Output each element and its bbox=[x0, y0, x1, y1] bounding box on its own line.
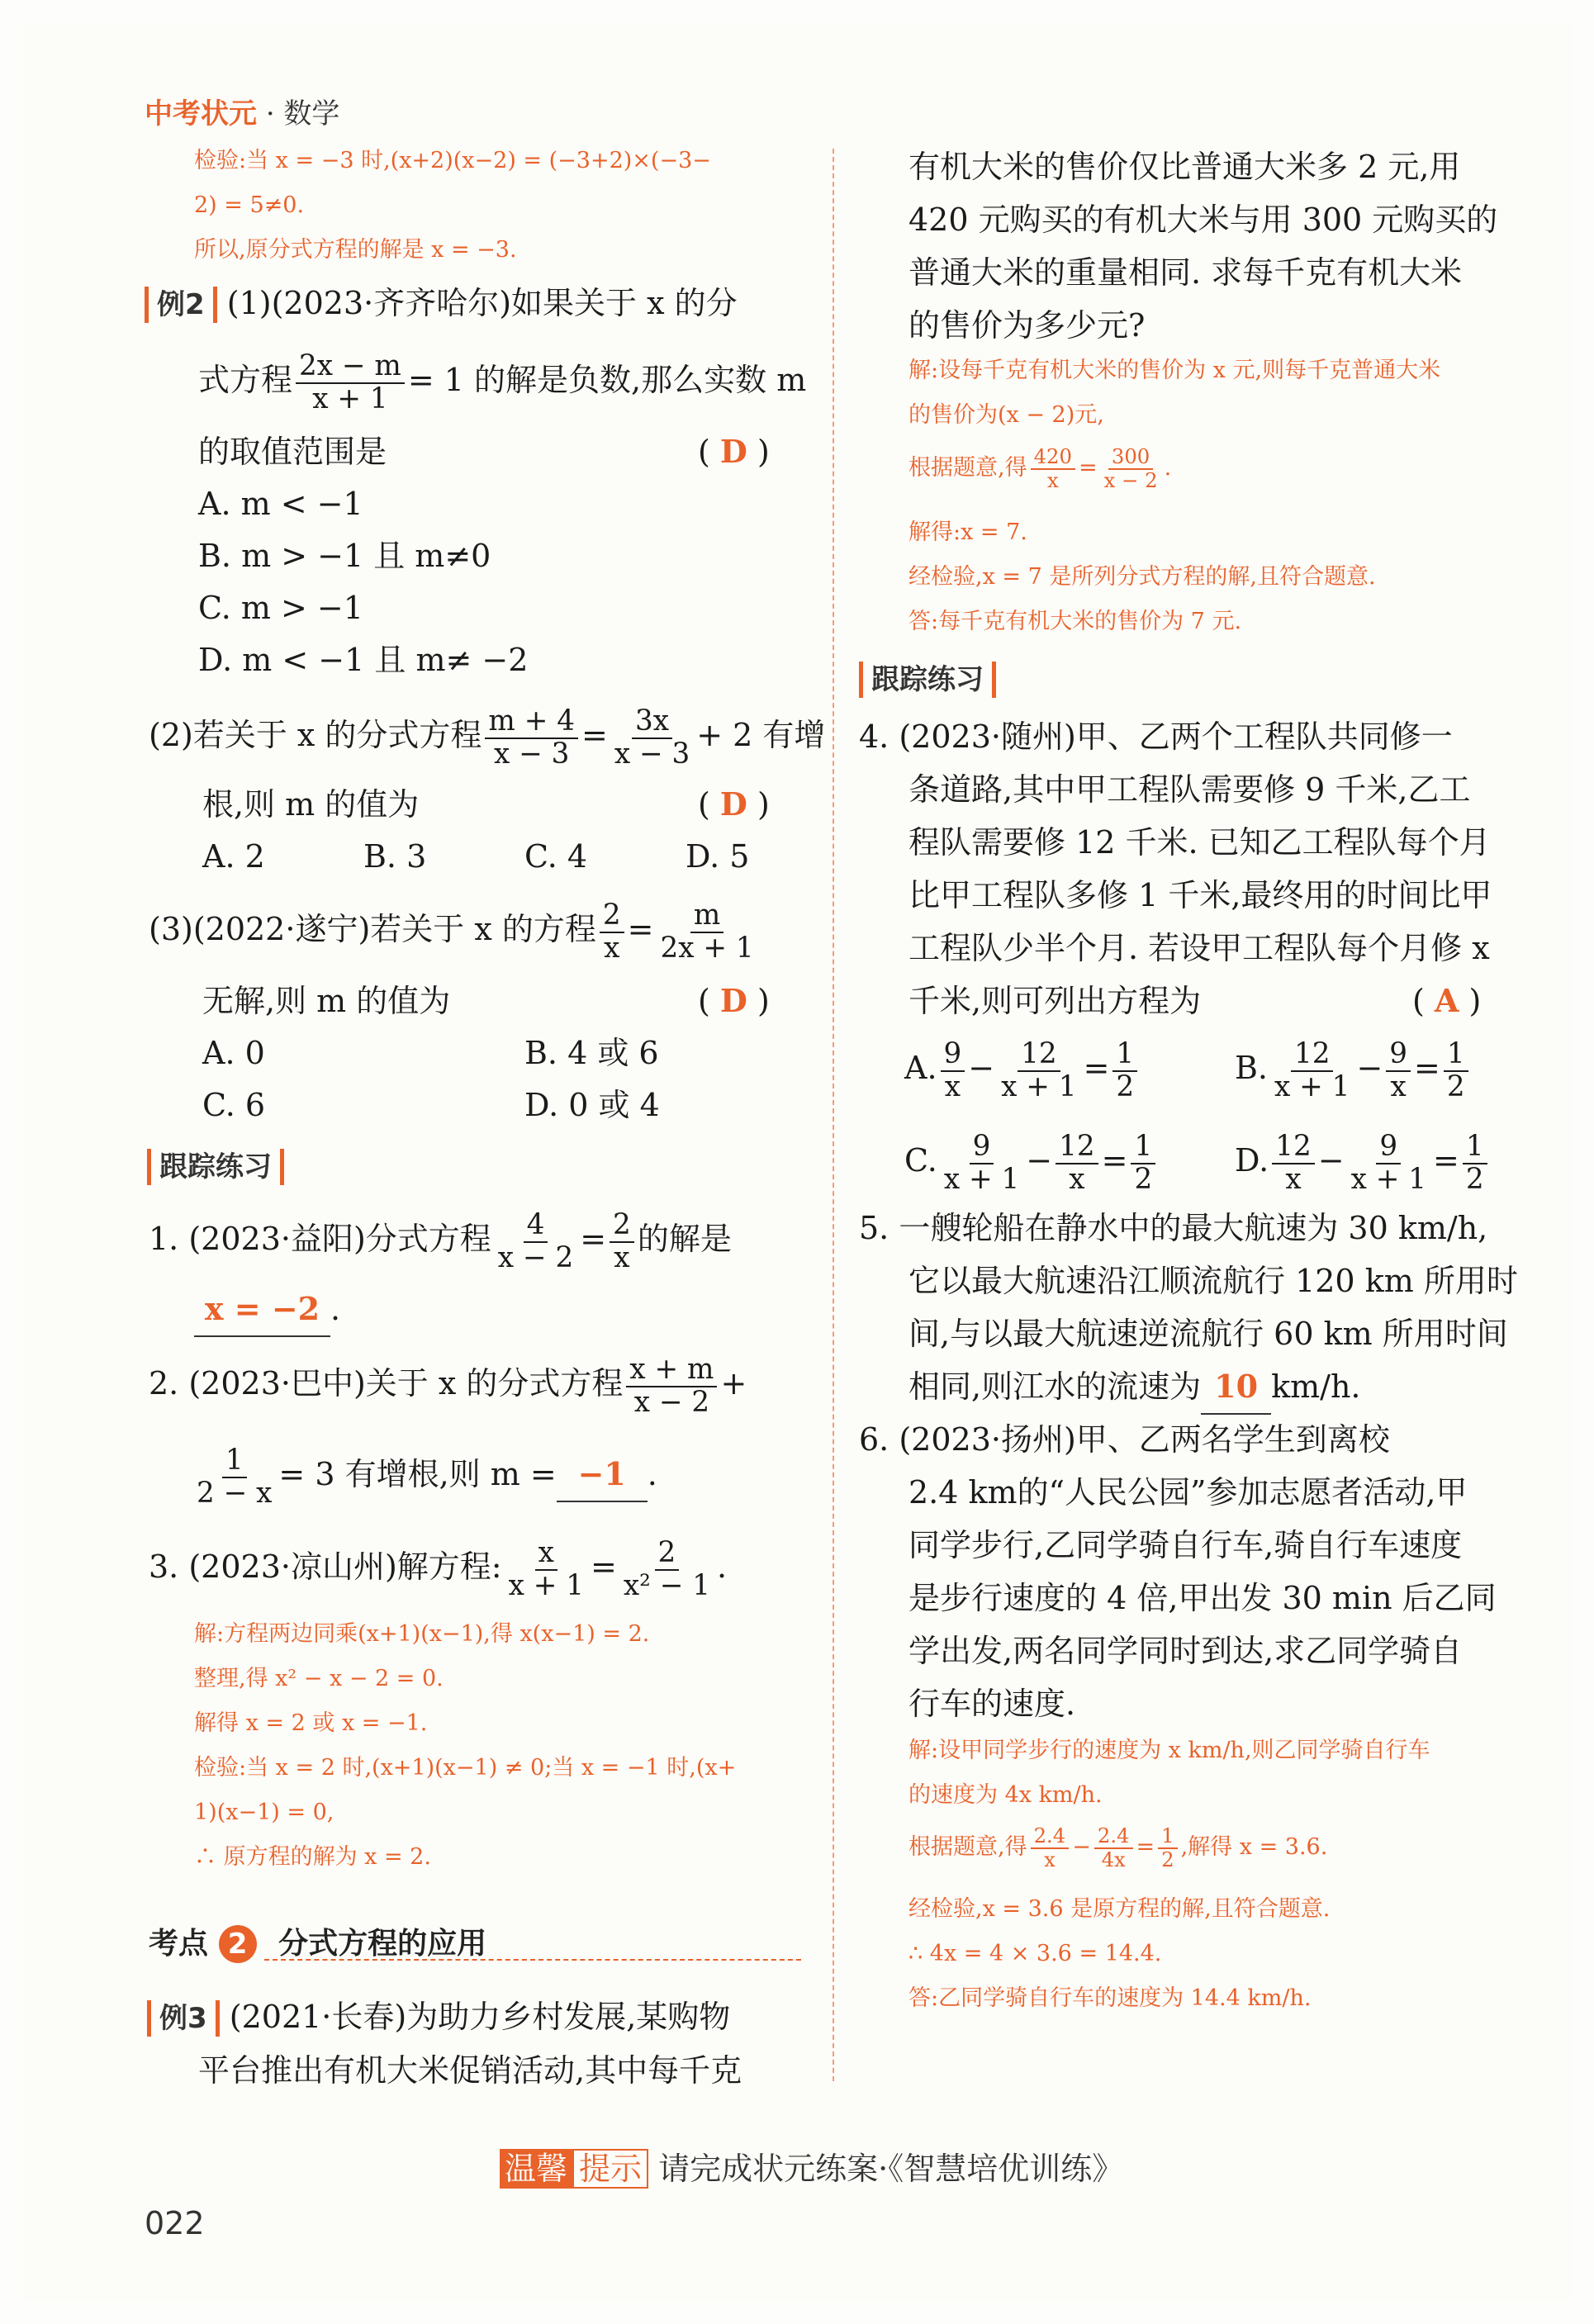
part-3-text-a: (3)(2022·遂宁)若关于 x 的方程 bbox=[149, 911, 596, 948]
period: . bbox=[647, 1456, 657, 1493]
denominator: x − 2 bbox=[497, 1240, 574, 1274]
exercise-3-text: 3. (2023·凉山州)解方程: bbox=[149, 1549, 502, 1586]
example-3-line-4: 420 元购买的有机大米与用 300 元购买的 bbox=[908, 202, 1498, 238]
exercise-6-solution-5: ∴ 4x = 4 × 3.6 = 14.4. bbox=[908, 1941, 1162, 1966]
denominator: x + 1 bbox=[943, 1162, 1020, 1196]
equals-sign: = bbox=[1414, 1050, 1440, 1087]
exercise-5-unit: km/h. bbox=[1271, 1368, 1361, 1405]
solution-text: 根据题意,得 bbox=[908, 1834, 1027, 1861]
fraction bbox=[505, 1538, 587, 1601]
exercise-3-solution-2: 整理,得 x² − x − 2 = 0. bbox=[194, 1666, 444, 1691]
numerator: 420 bbox=[1031, 446, 1075, 470]
option-d: D. m < −1 且 m≠ −2 bbox=[198, 642, 529, 678]
column-divider bbox=[833, 149, 834, 2081]
exercise-4-line-4: 比甲工程队多修 1 千米,最终用的时间比甲 bbox=[908, 877, 1492, 913]
equals-sign: = bbox=[1078, 455, 1098, 481]
exercise-2-text-b: = 3 有增根,则 m = bbox=[278, 1456, 557, 1493]
track-practice-label: 跟踪练习 bbox=[147, 1149, 284, 1185]
part-3-line-2: 无解,则 m 的值为 bbox=[202, 983, 451, 1019]
numerator: 1 bbox=[1131, 1131, 1155, 1164]
check-line-1: 检验:当 x = −3 时,(x+2)(x−2) = (−3+2)×(−3− bbox=[194, 148, 711, 173]
numerator: 1 bbox=[222, 1445, 247, 1478]
numerator: 9 bbox=[970, 1131, 994, 1164]
fraction bbox=[1271, 1039, 1353, 1103]
example-2-tag: 例2 bbox=[145, 287, 217, 323]
exercise-6-line-4: 是步行速度的 4 倍,甲出发 30 min 后乙同 bbox=[908, 1580, 1497, 1616]
example-2-line-3: 的取值范围是 bbox=[198, 434, 387, 470]
fraction bbox=[1131, 1131, 1155, 1195]
example-3-solution-1: 解:设每千克有机大米的售价为 x 元,则每千克普通大米 bbox=[908, 358, 1441, 383]
numerator: 4 bbox=[524, 1210, 548, 1243]
option-a: A. m < −1 bbox=[198, 486, 363, 522]
denominator: x bbox=[614, 1240, 630, 1274]
exercise-3-solution-6: ∴ 原方程的解为 x = 2. bbox=[194, 1844, 431, 1870]
exercise-2-text: 2. (2023·巴中)关于 x 的分式方程 bbox=[149, 1365, 624, 1402]
exercise-6-line-2: 2.4 km的“人民公园”参加志愿者活动,甲 bbox=[908, 1474, 1468, 1511]
denominator: x bbox=[1046, 467, 1059, 492]
equals-sign: = bbox=[627, 911, 654, 948]
exercise-3 bbox=[149, 1538, 727, 1601]
fraction bbox=[998, 1039, 1079, 1103]
exercise-4-line-2: 条道路,其中甲工程队需要修 9 千米,乙工 bbox=[908, 771, 1471, 808]
fraction bbox=[296, 351, 405, 415]
part-2-line-2: 根,则 m 的值为 bbox=[202, 786, 420, 823]
equals-sign: = bbox=[581, 717, 608, 754]
exercise-6-line-5: 学出发,两名同学同时到达,求乙同学骑自 bbox=[908, 1633, 1463, 1669]
exercise-5-line-3: 间,与以最大航速逆流航行 60 km 所用时间 bbox=[908, 1316, 1508, 1352]
fraction bbox=[1056, 1131, 1098, 1195]
numerator: 12 bbox=[1272, 1131, 1315, 1164]
minus-sign: − bbox=[1317, 1142, 1345, 1179]
page-header bbox=[145, 91, 339, 131]
check-line-2: 2) = 5≠0. bbox=[194, 192, 305, 218]
denominator: 2 − x bbox=[197, 1476, 273, 1510]
denominator: x + 1 bbox=[508, 1568, 584, 1602]
example-2-part-3 bbox=[149, 900, 761, 964]
fraction bbox=[620, 1538, 714, 1601]
minus-sign: − bbox=[1356, 1050, 1383, 1087]
numerator: 12 bbox=[1018, 1039, 1060, 1072]
fraction bbox=[941, 1131, 1022, 1195]
fraction bbox=[626, 1354, 717, 1418]
example-3-solution-6: 答:每千克有机大米的售价为 7 元. bbox=[908, 609, 1242, 634]
exercise-5-line-4 bbox=[908, 1360, 1361, 1415]
example-3-text-1: (2021·长春)为助力乡村发展,某购物 bbox=[229, 1999, 731, 2035]
numerator: 1 bbox=[1112, 1039, 1137, 1072]
example-3-solution-2: 的售价为(x − 2)元, bbox=[908, 402, 1104, 428]
fraction bbox=[1272, 1131, 1315, 1195]
numerator: 9 bbox=[941, 1039, 965, 1072]
exercise-1-answer-line bbox=[194, 1283, 340, 1337]
option-label: D. bbox=[1235, 1142, 1269, 1179]
numerator: m + 4 bbox=[485, 706, 578, 739]
fraction bbox=[611, 706, 693, 770]
equals-sign: = bbox=[591, 1549, 617, 1586]
denominator: x + 1 bbox=[1274, 1070, 1350, 1103]
exercise-6-solution-1: 解:设甲同学步行的速度为 x km/h,则乙同学骑自行车 bbox=[908, 1738, 1430, 1763]
answer-bracket-1: ( D ) bbox=[698, 433, 770, 470]
denominator: x + 1 bbox=[1350, 1162, 1426, 1196]
exercise-4-line-6: 千米,则可列出方程为 bbox=[908, 983, 1202, 1019]
denominator: x bbox=[1285, 1162, 1302, 1196]
denominator: x − 2 bbox=[1103, 467, 1158, 492]
exercise-6-line-6: 行车的速度. bbox=[908, 1686, 1076, 1722]
fraction bbox=[1444, 1039, 1468, 1103]
equals-sign: = bbox=[580, 1221, 607, 1258]
answer-1: D bbox=[719, 433, 747, 470]
fraction bbox=[1031, 446, 1075, 491]
exercise-3-solution-1: 解:方程两边同乘(x+1)(x−1),得 x(x−1) = 2. bbox=[194, 1621, 650, 1647]
track-practice-label: 跟踪练习 bbox=[859, 662, 996, 698]
numerator: 9 bbox=[1386, 1039, 1411, 1072]
solution-text-b: ,解得 x = 3.6. bbox=[1180, 1834, 1328, 1861]
footer-tip-badge: 提示 bbox=[572, 2149, 648, 2189]
fraction bbox=[1463, 1131, 1487, 1195]
exercise-5-line-2: 它以最大航速沿江顺流航行 120 km 所用时 bbox=[908, 1263, 1518, 1299]
period: . bbox=[1164, 455, 1172, 481]
part-2-option-b: B. 3 bbox=[363, 838, 427, 875]
exercise-2-line-2 bbox=[190, 1445, 657, 1509]
exercise-6-solution-4: 经检验,x = 3.6 是原方程的解,且符合题意. bbox=[908, 1896, 1331, 1922]
answer-bracket-4: ( A ) bbox=[1412, 982, 1482, 1019]
period: . bbox=[716, 1549, 728, 1586]
plus-sign: + bbox=[720, 1365, 747, 1402]
denominator: x bbox=[944, 1070, 961, 1103]
part-3-option-c: C. 6 bbox=[202, 1087, 266, 1123]
exercise-6-solution-6: 答:乙同学骑自行车的速度为 14.4 km/h. bbox=[908, 1985, 1312, 2011]
denominator: 2 bbox=[1446, 1070, 1465, 1103]
exercise-4-option-a bbox=[904, 1039, 1141, 1103]
option-label: C. bbox=[904, 1142, 937, 1179]
part-2-option-d: D. 5 bbox=[686, 838, 750, 875]
fraction bbox=[1112, 1039, 1137, 1103]
numerator: 2 bbox=[655, 1538, 680, 1571]
numerator: x bbox=[535, 1538, 557, 1571]
exercise-5-line-1: 5. 一艘轮船在静水中的最大航速为 30 km/h, bbox=[859, 1210, 1488, 1246]
exercise-4-line-5: 工程队少半个月. 若设甲工程队每个月修 x bbox=[908, 930, 1490, 966]
fraction bbox=[610, 1210, 634, 1273]
numerator: 12 bbox=[1291, 1039, 1334, 1072]
numerator: 1 bbox=[1158, 1825, 1177, 1849]
exercise-5-answer: 10 bbox=[1201, 1360, 1271, 1415]
exercise-6-solution-2: 的速度为 4x km/h. bbox=[908, 1782, 1103, 1808]
exercise-4-line-3: 程队需要修 12 千米. 已知乙工程队每个月 bbox=[908, 824, 1491, 861]
example-3-line-6: 的售价为多少元? bbox=[908, 307, 1146, 344]
fraction bbox=[1101, 446, 1161, 491]
part-2-text-a: (2)若关于 x 的分式方程 bbox=[149, 717, 482, 754]
check-line-3: 所以,原分式方程的解是 x = −3. bbox=[194, 237, 517, 263]
key-point-number: 2 bbox=[219, 1925, 257, 1963]
denominator: x² − 1 bbox=[623, 1568, 710, 1602]
option-label: B. bbox=[1235, 1050, 1269, 1087]
exercise-2 bbox=[149, 1354, 747, 1418]
answer-2: D bbox=[719, 785, 747, 823]
fraction bbox=[1031, 1825, 1070, 1871]
numerator: 3x bbox=[632, 706, 672, 739]
option-b: B. m > −1 且 m≠0 bbox=[198, 538, 491, 574]
numerator: 1 bbox=[1444, 1039, 1468, 1072]
numerator: m bbox=[690, 900, 723, 933]
denominator: 2 bbox=[1161, 1847, 1174, 1871]
numerator: 9 bbox=[1376, 1131, 1401, 1164]
numerator: 300 bbox=[1108, 446, 1153, 470]
equals-sign: = bbox=[1432, 1142, 1459, 1179]
track-practice-tag-right bbox=[859, 657, 996, 697]
fraction bbox=[1158, 1825, 1177, 1871]
answer-4: A bbox=[1434, 982, 1459, 1019]
denominator: x bbox=[1044, 1847, 1056, 1871]
option-label: A. bbox=[904, 1050, 937, 1087]
part-3-option-a: A. 0 bbox=[202, 1035, 265, 1071]
denominator: x + 1 bbox=[1001, 1070, 1077, 1103]
exercise-6-line-3: 同学步行,乙同学骑自行车,骑自行车速度 bbox=[908, 1527, 1463, 1563]
footer-tip bbox=[500, 2143, 1123, 2189]
exercise-5-text: 相同,则江水的流速为 bbox=[908, 1368, 1202, 1405]
header-dot: · bbox=[265, 97, 275, 130]
fraction bbox=[495, 1210, 576, 1273]
exercise-4-option-b bbox=[1235, 1039, 1472, 1103]
numerator: 12 bbox=[1056, 1131, 1098, 1164]
minus-sign: − bbox=[1026, 1142, 1053, 1179]
key-point-heading bbox=[149, 1920, 486, 1963]
denominator: 2 bbox=[1116, 1070, 1135, 1103]
fraction bbox=[941, 1039, 965, 1103]
denominator: 2 bbox=[1134, 1162, 1153, 1196]
example-3-line-5: 普通大米的重量相同. 求每千克有机大米 bbox=[908, 254, 1463, 291]
track-practice-tag-left bbox=[147, 1144, 284, 1184]
minus-sign: − bbox=[1072, 1834, 1091, 1861]
example-2-text-2b: = 1 的解是负数,那么实数 m bbox=[407, 362, 807, 399]
example-2-text-1: (1)(2023·齐齐哈尔)如果关于 x 的分 bbox=[226, 285, 738, 321]
example-2-part-2 bbox=[149, 706, 825, 770]
brand-logo: 中考状元 bbox=[145, 97, 257, 130]
example-3-solution-5: 经检验,x = 7 是所列分式方程的解,且符合题意. bbox=[908, 564, 1376, 590]
period: . bbox=[330, 1291, 341, 1327]
numerator: 1 bbox=[1463, 1131, 1487, 1164]
fraction bbox=[485, 706, 578, 770]
denominator: 2 bbox=[1465, 1162, 1484, 1196]
example-2-text-2a: 式方程 bbox=[198, 362, 293, 399]
key-point-label: 考点 bbox=[149, 1927, 209, 1961]
equals-sign: = bbox=[1083, 1050, 1110, 1087]
fraction bbox=[193, 1445, 275, 1509]
subject-title: 数学 bbox=[283, 97, 340, 130]
exercise-1-answer: x = −2 bbox=[194, 1283, 330, 1337]
part-3-option-b: B. 4 或 6 bbox=[524, 1035, 659, 1071]
denominator: 4x bbox=[1101, 1847, 1126, 1871]
answer-3: D bbox=[719, 982, 747, 1019]
numerator: 2x − m bbox=[296, 351, 405, 384]
denominator: x bbox=[1069, 1162, 1085, 1196]
numerator: 2 bbox=[600, 900, 624, 933]
example-3-line-3: 有机大米的售价仅比普通大米多 2 元,用 bbox=[908, 149, 1461, 185]
footer-warm-badge: 温馨 bbox=[500, 2149, 572, 2189]
exercise-4-line-1: 4. (2023·随州)甲、乙两个工程队共同修一 bbox=[859, 719, 1453, 755]
fraction bbox=[600, 900, 624, 964]
option-c: C. m > −1 bbox=[198, 590, 363, 626]
example-2-line-2 bbox=[198, 351, 806, 415]
example-2-line-1 bbox=[145, 277, 738, 331]
answer-bracket-2: ( D ) bbox=[698, 785, 770, 823]
exercise-6-line-1: 6. (2023·扬州)甲、乙两名学生到离校 bbox=[859, 1421, 1390, 1458]
example-3-tag: 例3 bbox=[147, 2000, 220, 2037]
example-3-line-2: 平台推出有机大米促销活动,其中每千克 bbox=[198, 2052, 742, 2089]
minus-sign: − bbox=[968, 1050, 995, 1087]
equals-sign: = bbox=[1136, 1834, 1155, 1861]
exercise-2-answer: −1 bbox=[557, 1448, 648, 1502]
part-3-option-d: D. 0 或 4 bbox=[524, 1087, 660, 1123]
key-point-title: 分式方程的应用 bbox=[278, 1927, 487, 1961]
exercise-3-solution-3: 解得 x = 2 或 x = −1. bbox=[194, 1710, 428, 1736]
numerator: 2 bbox=[610, 1210, 634, 1243]
denominator: x − 3 bbox=[493, 737, 570, 771]
exercise-3-solution-4: 检验:当 x = 2 时,(x+1)(x−1) ≠ 0;当 x = −1 时,(x+ bbox=[194, 1755, 737, 1781]
exercise-3-solution-5: 1)(x−1) = 0, bbox=[194, 1800, 334, 1825]
answer-bracket-3: ( D ) bbox=[698, 982, 770, 1019]
exercise-1-text: 1. (2023·益阳)分式方程 bbox=[149, 1221, 491, 1258]
exercise-1 bbox=[149, 1210, 732, 1273]
equals-sign: = bbox=[1101, 1142, 1128, 1179]
part-2-option-a: A. 2 bbox=[202, 838, 265, 875]
denominator: x + 1 bbox=[312, 382, 388, 415]
footer-text: 请完成状元练案·《智慧培优训练》 bbox=[658, 2151, 1124, 2187]
denominator: x − 2 bbox=[633, 1385, 710, 1419]
fraction bbox=[1386, 1039, 1411, 1103]
exercise-4-option-d bbox=[1235, 1131, 1491, 1195]
fraction bbox=[657, 900, 757, 964]
exercise-4-option-c bbox=[904, 1131, 1159, 1195]
exercise-6-solution-3 bbox=[908, 1825, 1327, 1871]
example-3-line-1 bbox=[147, 1990, 730, 2045]
numerator: 2.4 bbox=[1031, 1825, 1070, 1849]
fraction bbox=[1348, 1131, 1430, 1195]
denominator: x bbox=[604, 931, 620, 965]
part-2-option-c: C. 4 bbox=[524, 838, 588, 875]
part-2-text-b: + 2 有增 bbox=[696, 717, 826, 754]
denominator: x bbox=[1390, 1070, 1407, 1103]
denominator: x − 3 bbox=[614, 737, 690, 771]
exercise-1-text-b: 的解是 bbox=[637, 1221, 732, 1258]
solution-text: 根据题意,得 bbox=[908, 455, 1027, 481]
key-point-underline bbox=[264, 1959, 801, 1961]
numerator: 2.4 bbox=[1094, 1825, 1133, 1849]
page-number: 022 bbox=[145, 2205, 205, 2241]
numerator: x + m bbox=[626, 1354, 717, 1387]
fraction bbox=[1094, 1825, 1133, 1871]
example-3-solution-4: 解得:x = 7. bbox=[908, 519, 1027, 545]
denominator: 2x + 1 bbox=[660, 931, 754, 965]
example-3-solution-3 bbox=[908, 446, 1171, 491]
